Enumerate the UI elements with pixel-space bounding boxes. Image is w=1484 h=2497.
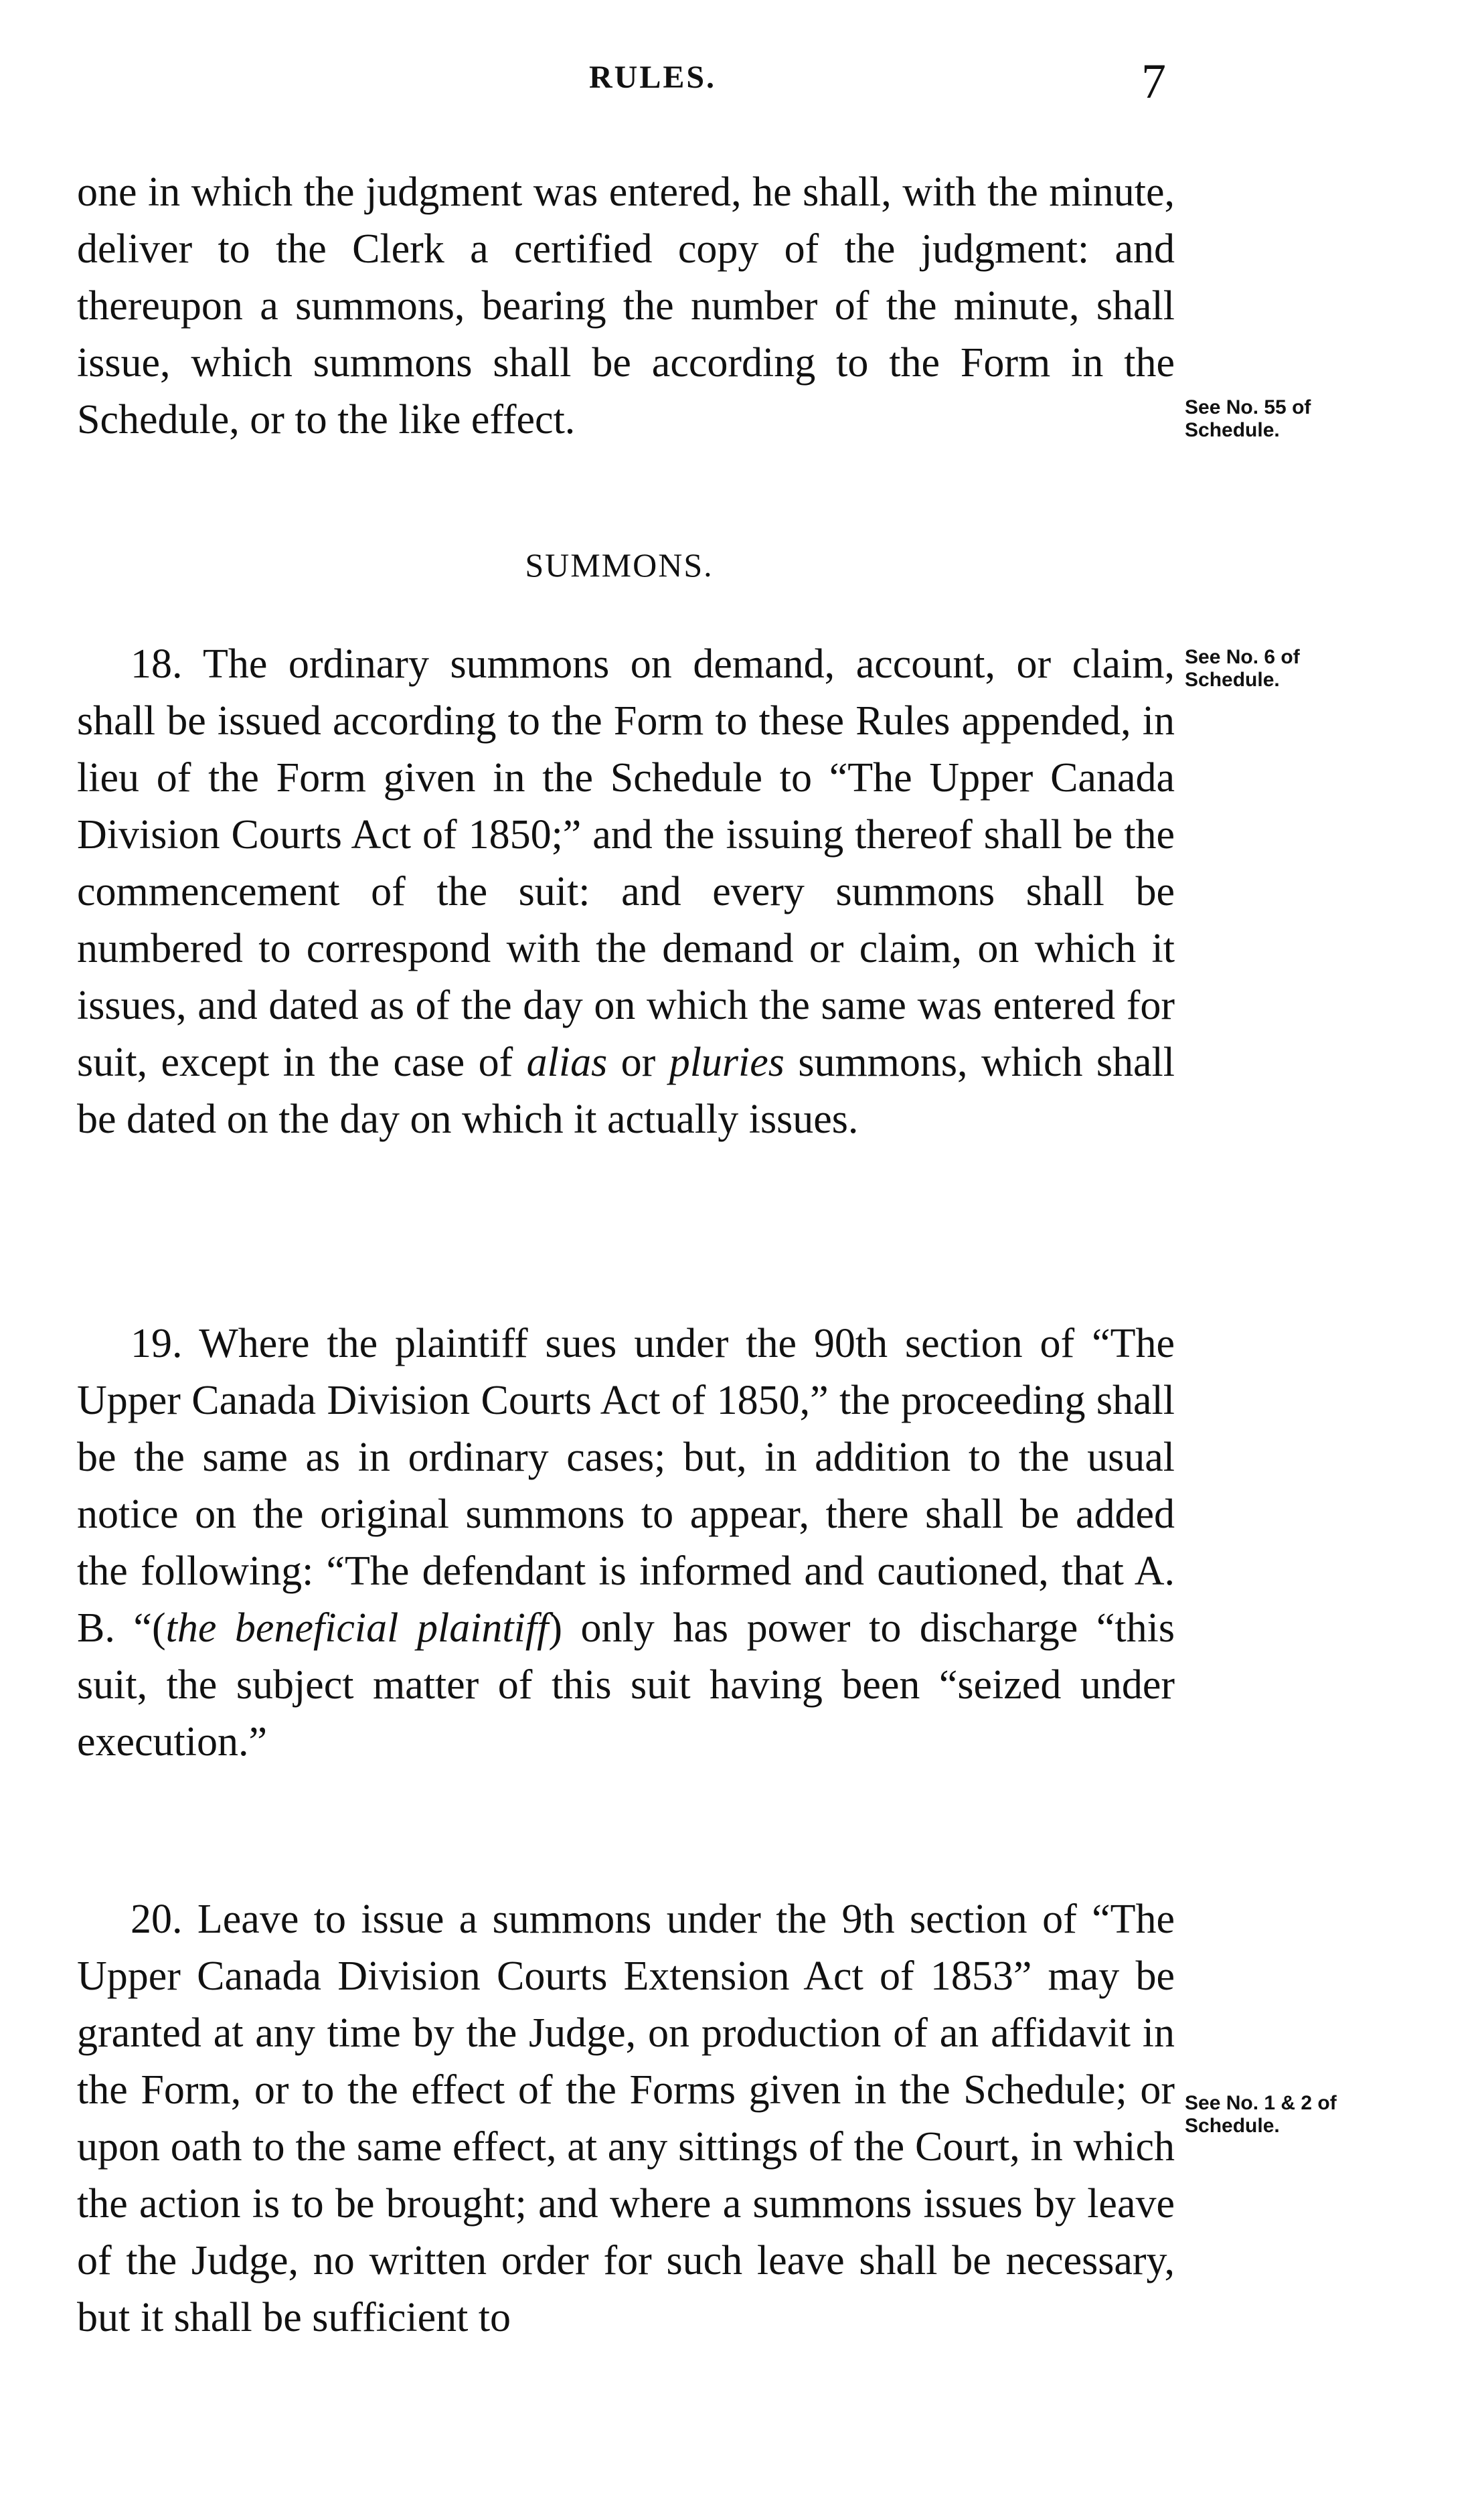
- rule-18-text-part-2: summons, which shall be dated on the day on which it actually issues.: [77, 1040, 1175, 1142]
- margin-note-schedule-55: See No. 55 of Schedule.: [1185, 396, 1311, 441]
- rule-19-text-part-2: ) only has power to discharge “this suit, the subject matter of this suit having been “seized under execution.”: [77, 1605, 1175, 1765]
- continuation-text: one in which the judgment was entered, he shall, with the minute, deliver to the Clerk a certified copy of the judgment: and thereupon a summons, bearing the number of the minute, shall issue, which summons shall be according to the Form in the Schedule, or to the like effect.: [77, 169, 1175, 442]
- rule-19-italic-beneficial-plaintiff: the beneficial plaintiff: [165, 1605, 549, 1651]
- rule-20-text: Leave to issue a summons under the 9th section of “The Upper Canada Division Courts Extension Act of 1853” may be granted at any time by the Judge, on production of an affidavit in the Form, or to the effect of the Forms given in the Schedule; or upon oath to the same effect, at any sittings of the Court, in which the action is to be brought; and where a summons issues by leave of the Judge, no written order for such leave shall be necessary, but it shall be sufficient to: [77, 1897, 1175, 2340]
- rule-18-text-between: or: [607, 1040, 669, 1085]
- page-number: 7: [1141, 54, 1166, 109]
- rule-19-text-part-1: Where the plaintiff sues under the 90th section of “The Upper Canada Division Courts Act of 1850,” the proceeding shall be the same as in ordinary cases; but, in addition to the usual notice on the original summons to appear, there shall be added the following: “The defendant is informed and cautioned, that A. B. “(: [77, 1321, 1175, 1651]
- rule-20-number: 20.: [131, 1897, 183, 1942]
- rule-18-number: 18.: [131, 641, 183, 687]
- rule-18-text-part-1: The ordinary summons on demand, account, or claim, shall be issued according to the Form to these Rules appended, in lieu of the Form given in the Schedule to “The Upper Canada Division Courts Act of 1850;” and the issuing thereof shall be the commencement of the suit: and every summons shall be numbered to correspond with the demand or claim, on which it issues, and dated as of the day on which the same was entered for suit, except in the case of: [77, 641, 1175, 1085]
- running-title: RULES.: [589, 60, 717, 95]
- rule-18-italic-pluries: pluries: [669, 1040, 785, 1085]
- margin-note-schedule-1-2: See No. 1 & 2 of Schedule.: [1185, 2092, 1337, 2137]
- rule-19-paragraph: [77, 1315, 1175, 1771]
- summons-heading: SUMMONS.: [525, 546, 714, 584]
- rule-18-italic-alias: alias: [526, 1040, 608, 1085]
- rule-18-paragraph: [77, 636, 1175, 1148]
- running-head: [0, 54, 1484, 114]
- margin-note-schedule-6: See No. 6 of Schedule.: [1185, 646, 1300, 691]
- rule-19-number: 19.: [131, 1321, 183, 1366]
- rule-20-paragraph: [77, 1891, 1175, 2346]
- continuation-paragraph: [77, 164, 1175, 449]
